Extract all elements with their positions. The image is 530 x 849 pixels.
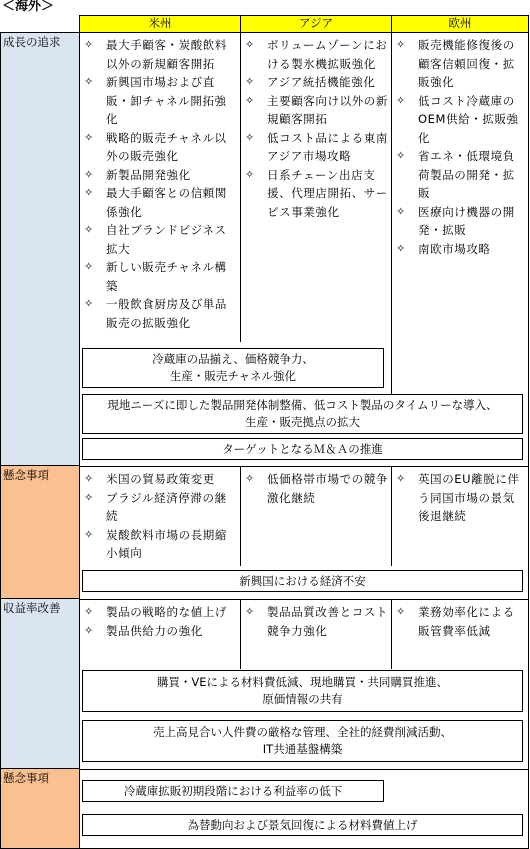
concern1-box-emerging-text: 新興国における経済不安 [239,573,366,588]
diamond-bullet-icon: ✧ [396,204,406,218]
concern1-asia-cell [241,468,391,507]
diamond-bullet-icon: ✧ [245,93,255,107]
bullet-item [245,129,388,166]
bullet-item [396,203,525,240]
bullet-item [84,526,237,563]
bullet-item [84,184,237,221]
bullet-item [396,147,525,203]
diamond-bullet-icon: ✧ [84,605,94,618]
concern1-europe-list [396,470,525,526]
diamond-bullet-icon: ✧ [396,93,406,107]
concern2-box-material-cost [82,814,523,836]
diamond-bullet-icon: ✧ [84,527,94,541]
bullet-text: アジア統括機能強化 [267,75,376,89]
bullet-text: 炭酸飲料市場の長期縮小傾向 [106,527,227,560]
diamond-bullet-icon: ✧ [84,75,94,88]
diamond-bullet-icon: ✧ [84,490,94,504]
bullet-text: 販売機能修復後の顧客信頼回復・拡販強化 [418,38,515,89]
bullet-item [84,470,237,489]
row-label-concern-1: 懸念事項 [0,466,80,599]
growth-asia-cell [241,34,391,221]
bullet-text: 最大手顧客・炭酸飲料以外の新規顧客開拓 [106,38,227,71]
growth-box-refrigerator [82,348,384,388]
bullet-item [84,166,237,185]
bullet-text: 製品供給力の強化 [106,623,203,638]
concern1-box-emerging [82,570,523,592]
concern1-europe-cell [392,468,528,526]
concern1-asia-list [245,470,388,507]
profit-box-procurement-text: 購買・VEによる材料費低減、現地購買・共同購買推進、 原価情報の共有 [156,675,449,706]
diamond-bullet-icon: ✧ [396,605,406,618]
profit-americas-cell [80,601,240,640]
profit-box-labor-cost [82,720,523,762]
diamond-bullet-icon: ✧ [245,38,255,51]
diamond-bullet-icon: ✧ [396,149,406,162]
growth-americas-cell [80,34,240,332]
row-label-profit: 収益率改善 [0,599,80,769]
bullet-text: 新興国市場および直販・卸チャネル開拓強化 [106,75,227,126]
diamond-bullet-icon: ✧ [245,605,255,618]
bullet-item [396,603,525,640]
bullet-item [84,36,237,73]
bullet-text: 新しい販売チャネル構築 [106,260,227,293]
bullet-text: 戦略的販売チャネル以外の販売強化 [106,130,227,163]
profit-box-procurement [82,670,523,712]
bullet-item [245,73,388,92]
bullet-text: 新製品開発強化 [106,167,191,182]
bullet-text: ボリュームゾーンにおける製氷機拡販強化 [267,38,388,71]
diamond-bullet-icon: ✧ [396,241,406,255]
bullet-item [245,470,388,507]
bullet-item [396,36,525,92]
bullet-item [245,603,388,640]
bullet-text: 南欧市場攻略 [418,241,491,256]
growth-americas-list [84,36,237,332]
profit-asia-cell [241,601,391,640]
diamond-bullet-icon: ✧ [396,38,406,51]
bullet-item [84,622,237,641]
growth-box-mna [82,438,523,460]
bullet-text: 一般飲食厨房及び単品販売の拡販強化 [106,297,227,330]
growth-box-mna-text: ターゲットとなるＭ＆Ａの推進 [222,441,383,456]
bullet-item [396,240,525,259]
profit-box-labor-cost-text: 売上高見合い人件費の厳格な管理、全社的経費削減活動、 IT共通基盤構築 [153,725,452,756]
growth-europe-cell [392,34,528,258]
bullet-text: 米国の貿易政策変更 [106,472,215,486]
concern1-americas-list [84,470,237,563]
bullet-item [84,295,237,332]
header-europe: 欧州 [391,15,529,33]
bullet-text: 自社ブランドビジネス拡大 [106,223,227,256]
row-sep-1 [80,466,529,467]
profit-asia-list [245,603,388,640]
profit-europe-list [396,603,525,640]
diamond-bullet-icon: ✧ [245,167,255,181]
bullet-text: 業務効率化による販管費率低減 [418,605,515,638]
growth-box-local-needs-text: 現地ニーズに即した製品開発体制整備、低コスト製品のタイムリーな導入、 生産・販売拠点の拡大 [107,398,498,429]
row-sep-2 [80,599,529,600]
diamond-bullet-icon: ✧ [396,472,406,485]
diamond-bullet-icon: ✧ [84,130,94,144]
row-label-growth: 成長の追求 [0,32,80,466]
bullet-text: 低価格帯市場での競争激化継続 [267,472,388,505]
growth-box-local-needs [82,394,523,434]
bullet-text: 製品の戦略的な値上げ [106,605,227,619]
bullet-item [245,92,388,129]
bullet-item [245,166,388,222]
growth-europe-list [396,36,525,258]
bullet-item [84,603,237,622]
bullet-item [84,129,237,166]
diamond-bullet-icon: ✧ [245,472,255,485]
profit-europe-cell [392,601,528,640]
diamond-bullet-icon: ✧ [245,75,255,88]
bullet-item [396,470,525,526]
bullet-text: 最大手顧客との信頼関係強化 [106,186,227,219]
diamond-bullet-icon: ✧ [245,130,255,144]
bullet-item [84,258,237,295]
growth-asia-list [245,36,388,221]
diamond-bullet-icon: ✧ [84,297,94,310]
bullet-item [84,221,237,258]
concern1-americas-cell [80,468,240,563]
bullet-text: 医療向け機器の開発・拡販 [418,204,515,237]
diamond-bullet-icon: ✧ [84,260,94,273]
bullet-text: ブラジル経済停滞の継続 [106,490,227,523]
table-right-border [528,32,529,849]
bullet-text: 省エネ・低環境負荷製品の開発・拡販 [418,149,515,200]
growth-box-refrigerator-text: 冷蔵庫の品揃え、価格競争力、 生産・販売チャネル強化 [152,352,314,383]
row-sep-3 [80,769,529,770]
diamond-bullet-icon: ✧ [84,186,94,199]
row-label-concern-2: 懸念事項 [0,769,80,849]
bullet-text: 製品品質改善とコスト競争力強化 [267,605,388,638]
bullet-item [245,36,388,73]
profit-americas-list [84,603,237,640]
bullet-item [396,92,525,148]
diamond-bullet-icon: ✧ [84,472,94,485]
bullet-item [84,489,237,526]
bullet-text: 低コスト品による東南アジア市場攻略 [267,130,388,163]
diamond-bullet-icon: ✧ [84,623,94,637]
bullet-text: 低コスト冷蔵庫のOEM供給・拡販強化 [418,93,519,145]
page-title: ＜海外＞ [2,0,55,14]
concern2-box-margin [82,780,384,802]
bullet-text: 主要顧客向け以外の新規顧客開拓 [267,93,388,126]
concern2-box-material-cost-text: 為替動向および景気回復による材料費値上げ [187,817,418,832]
concern2-box-margin-text: 冷蔵庫拡販初期段階における利益率の低下 [123,783,343,798]
header-americas: 米州 [79,15,241,33]
diamond-bullet-icon: ✧ [84,223,94,236]
diamond-bullet-icon: ✧ [84,38,94,51]
header-asia: アジア [240,15,392,33]
diamond-bullet-icon: ✧ [84,167,94,181]
bullet-text: 日系チェーン出店支援、代理店開拓、サービス事業強化 [267,167,388,219]
bullet-text: 英国のEU離脱に伴う同国市場の景気後退継続 [418,472,520,523]
bullet-item [84,73,237,129]
